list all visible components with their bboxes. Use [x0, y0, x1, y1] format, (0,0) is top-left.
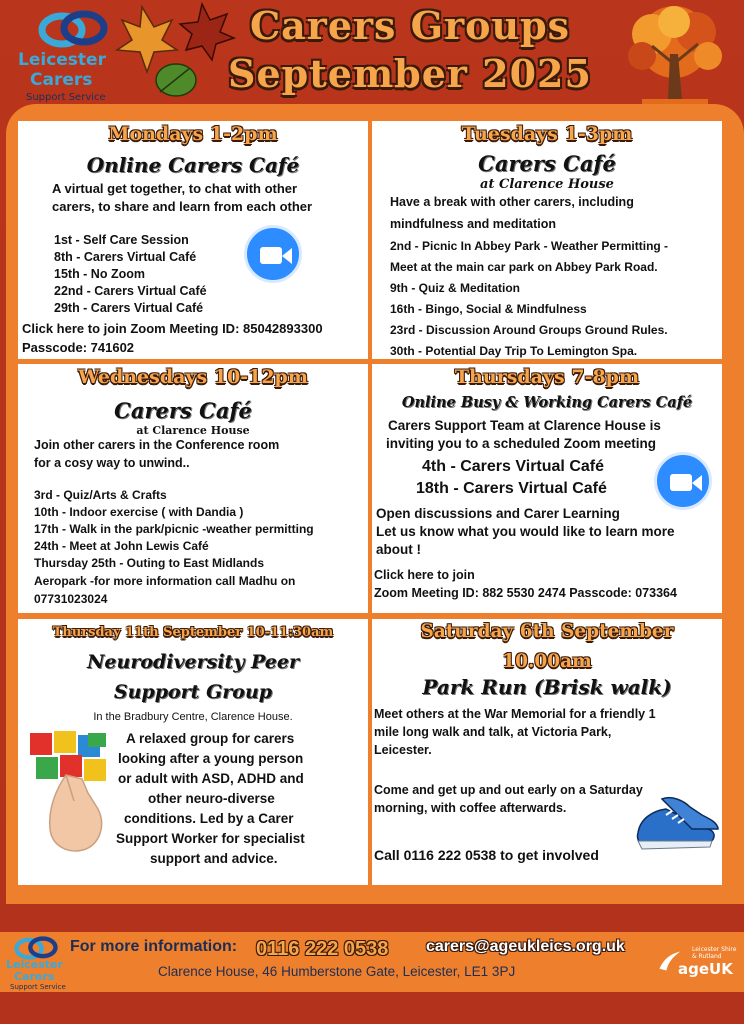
autumn-tree-icon — [612, 4, 737, 106]
saturday-line-4: Come and get up and out early on a Saturday — [374, 783, 643, 797]
logo-text-support: Support Service — [26, 92, 106, 103]
monday-item-5: 29th - Carers Virtual Café — [54, 301, 204, 315]
logo-swirl-icon — [38, 10, 108, 48]
logo-text-leicester: Leicester — [18, 50, 106, 70]
tuesday-time: Tuesdays 1-3pm — [461, 123, 633, 145]
title-line-2: September 2025 — [228, 51, 592, 96]
tuesday-item-6: 30th - Potential Day Trip To Lemington Spa. — [390, 344, 638, 358]
age-uk-logo — [656, 944, 738, 986]
thursday-desc-3: Open discussions and Carer Learning — [376, 506, 620, 521]
tuesday-item-3: 9th - Quiz & Meditation — [390, 281, 520, 295]
panel-neurodiversity — [18, 619, 368, 885]
title-line-1: Carers Groups — [249, 3, 571, 48]
monday-desc-1: A virtual get together, to chat with other — [52, 181, 298, 196]
poster-title — [210, 4, 610, 96]
footer-phone[interactable]: 0116 222 0538 — [256, 938, 389, 960]
age-uk-brand: ageUK — [678, 960, 733, 978]
puzzle-hand-icon — [26, 729, 118, 857]
thursday-desc-5: about ! — [376, 542, 421, 557]
wednesday-item-5: Thursday 25th - Outing to East Midlands — [34, 556, 265, 570]
tuesday-item-4: 16th - Bingo, Social & Mindfulness — [390, 302, 587, 316]
saturday-date: Saturday 6th September — [420, 621, 674, 642]
zoom-icon[interactable] — [654, 452, 712, 510]
nd-line-5: conditions. Led by a Carer — [124, 811, 294, 826]
saturday-call: Call 0116 222 0538 to get involved — [374, 847, 599, 863]
thursday-join[interactable]: Click here to join — [374, 568, 475, 582]
nd-line-7: support and advice. — [150, 851, 278, 866]
wednesday-location: at Clarence House — [136, 424, 250, 437]
saturday-time: 10.00am — [502, 651, 592, 672]
footer-email[interactable]: carers@ageukleics.org.uk — [426, 938, 625, 955]
logo-swirl-icon — [14, 936, 58, 960]
footer-logo — [4, 936, 66, 992]
wednesday-item-2: 10th - Indoor exercise ( with Dandia ) — [34, 505, 244, 519]
age-uk-small-2: & Rutland — [692, 953, 722, 960]
panel-thursday — [372, 364, 722, 613]
tuesday-item-1: 2nd - Picnic In Abbey Park - Weather Permitting - — [390, 239, 669, 253]
footer-logo-leicester: Leicester — [6, 958, 63, 971]
nd-location: In the Bradbury Centre, Clarence House. — [93, 711, 293, 723]
logo-text-carers: Carers — [30, 70, 93, 90]
wednesday-item-7: 07731023024 — [34, 592, 108, 606]
tuesday-location: at Clarence House — [480, 177, 614, 192]
monday-item-4: 22nd - Carers Virtual Café — [54, 284, 207, 298]
monday-time: Mondays 1-2pm — [108, 123, 278, 145]
panel-wednesday — [18, 364, 368, 613]
wednesday-item-3: 17th - Walk in the park/picnic -weather permitting — [34, 522, 314, 536]
nd-line-1: A relaxed group for carers — [126, 731, 295, 746]
nd-line-4: other neuro-diverse — [148, 791, 275, 806]
nd-name-line-2: Support Group — [113, 681, 273, 703]
saturday-group-name: Park Run (Brisk walk) — [422, 675, 672, 699]
tuesday-item-5: 23rd - Discussion Around Groups Ground Rules. — [390, 323, 668, 337]
leicester-carers-logo — [16, 8, 126, 103]
trainers-icon — [632, 785, 722, 855]
thursday-desc-1: Carers Support Team at Clarence House is — [388, 418, 661, 433]
footer-info-label: For more information: — [70, 938, 238, 955]
panel-monday — [18, 121, 368, 359]
tuesday-item-2: Meet at the main car park on Abbey Park Road. — [390, 260, 658, 274]
saturday-line-2: mile long walk and talk, at Victoria Park, — [374, 725, 612, 739]
footer-address: Clarence House, 46 Humberstone Gate, Leicester, LE1 3PJ — [158, 964, 516, 979]
nd-line-2: looking after a young person — [118, 751, 304, 766]
panel-tuesday — [372, 121, 722, 359]
nd-line-3: or adult with ASD, ADHD and — [118, 771, 304, 786]
thursday-item-2: 18th - Carers Virtual Café — [416, 480, 607, 497]
wednesday-item-1: 3rd - Quiz/Arts & Crafts — [34, 488, 167, 502]
nd-line-6: Support Worker for specialist — [116, 831, 305, 846]
zoom-icon[interactable] — [244, 225, 302, 283]
monday-passcode: Passcode: 741602 — [22, 340, 135, 355]
monday-item-1: 1st - Self Care Session — [54, 233, 189, 247]
wednesday-time: Wednesdays 10-12pm — [78, 366, 308, 388]
tuesday-desc-1: Have a break with other carers, including — [390, 195, 634, 209]
saturday-line-3: Leicester. — [374, 743, 432, 757]
thursday-desc-2: inviting you to a scheduled Zoom meeting — [386, 436, 657, 451]
wednesday-item-6: Aeropark -for more information call Madhu on — [34, 574, 296, 588]
monday-item-3: 15th - No Zoom — [54, 267, 145, 281]
nd-time: Thursday 11th September 10-11:30am — [52, 625, 334, 640]
wednesday-desc-2: for a cosy way to unwind.. — [34, 456, 190, 470]
monday-group-name: Online Carers Café — [86, 153, 300, 177]
monday-zoom-link[interactable]: Click here to join Zoom Meeting ID: 85042893300 — [22, 321, 323, 336]
monday-desc-2: carers, to share and learn from each other — [52, 199, 313, 214]
tuesday-desc-2: mindfulness and meditation — [390, 217, 556, 231]
wednesday-item-4: 24th - Meet at John Lewis Café — [34, 539, 209, 553]
thursday-zoom-details[interactable]: Zoom Meeting ID: 882 5530 2474 Passcode: 073364 — [374, 586, 677, 600]
thursday-time: Thursdays 7-8pm — [454, 366, 640, 388]
saturday-line-5: morning, with coffee afterwards. — [374, 801, 567, 815]
panel-saturday — [372, 619, 722, 885]
thursday-group-name: Online Busy & Working Carers Café — [401, 394, 693, 411]
thursday-item-1: 4th - Carers Virtual Café — [422, 458, 604, 475]
age-uk-small-1: Leicester Shire — [692, 946, 737, 953]
saturday-line-1: Meet others at the War Memorial for a friendly 1 — [374, 707, 656, 721]
nd-name-line-1: Neurodiversity Peer — [87, 651, 299, 673]
footer-logo-support: Support Service — [10, 983, 66, 991]
thursday-desc-4: Let us know what you would like to learn more — [376, 524, 675, 539]
header — [0, 0, 744, 110]
wednesday-group-name: Carers Café — [114, 398, 252, 423]
monday-item-2: 8th - Carers Virtual Café — [54, 250, 197, 264]
footer-logo-carers: Carers — [14, 970, 55, 983]
tuesday-group-name: Carers Café — [478, 151, 616, 176]
wednesday-desc-1: Join other carers in the Conference room — [34, 438, 280, 452]
